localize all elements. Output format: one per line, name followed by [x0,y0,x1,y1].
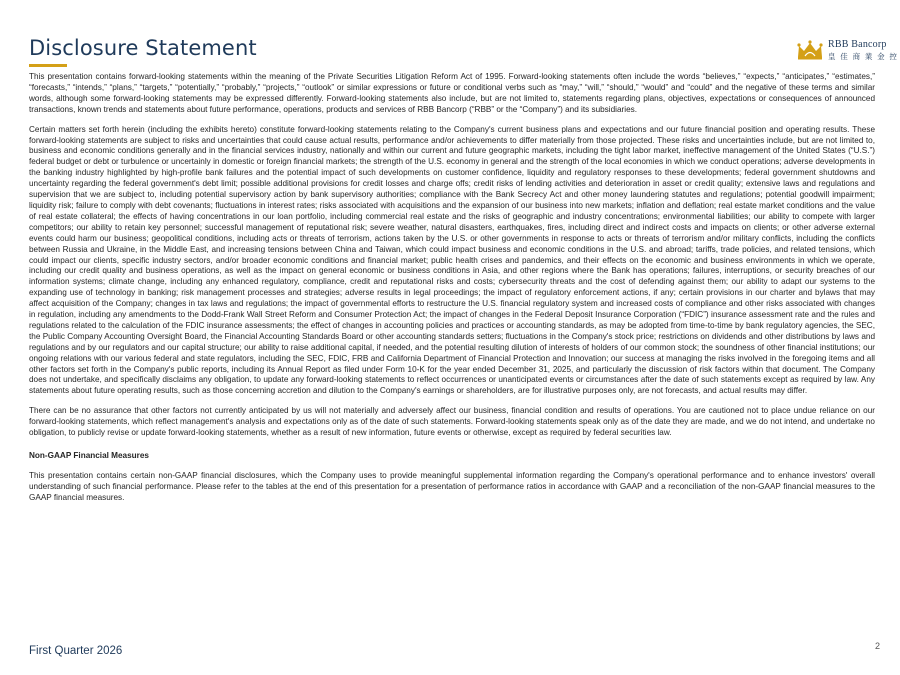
non-gaap-paragraph: This presentation contains certain non-GAAP financial disclosures, which the Company uses to provide meaningful supplemental information regarding the Company's operational performance and to enhance investors' overall understanding of such financial performance. Please refer to the tables at the end of this presentation for a presentation of performance ratios in accordance with GAAP and a reconciliation of the non-GAAP financial measures to the GAAP financial measures. [29,470,875,502]
page-number: 2 [875,641,881,651]
footer-period-label: First Quarter 2026 [29,645,123,657]
disclosure-paragraph: This presentation contains forward-looking statements within the meaning of the Private Securities Litigation Reform Act of 1995. Forward-looking statements often include the words “believes,” “expects,” “anticipates,” “estimates,” “forecasts,” “intends,” “plans,” “targets,” “potentially,” “probably,” “projects,” “outlook” or similar expressions or future or conditional verbs such as “may,” “will,” “should,” “would” and “could” and the negative of these terms and similar words, although some forward-looking statements may be expressed differently. Forward-looking statements also include, but are not limited to, statements regarding plans, objectives, expectations or consequences of announced transactions, known trends and statements about future performance, operations, products and services of RBB Bancorp (“RBB” or the “Company”) and its subsidiaries. [29,72,875,114]
company-logo [796,39,899,62]
logo-name-cn: 皇 佳 商 業 金 控 [828,52,899,61]
crown-logo-icon [796,40,824,60]
disclosure-body [29,72,875,513]
disclosure-paragraph: Certain matters set forth herein (including the exhibits hereto) constitute forward-looking statements relating to the Company's current business plans and expectations and our future financial position and operating results. These forward-looking statements are subject to risks and uncertainties that could cause actual results, performance and/or achievements to differ materially from those projected. These risks and uncertainties include, but are not limited to, business and economic conditions generally and in the financial services industry, nationally and within our current and future geographic markets, including the tight labor market, ineffective management of the United States (“U.S.”) federal budget or debt or turbulence or uncertainly in domestic or foreign financial markets; the strength of the U.S. economy in general and the strength of the local economies in which we conduct operations; adverse developments in the banking industry highlighted by high-profile bank failures and the potential impact of such developments on customer confidence, liquidity and regulatory responses to these developments; federal government shutdowns and uncertainty regarding the federal government's debt limit; possible additional provisions for credit losses and charge offs; credit risks of lending activities and deterioration in asset or credit quality; extensive laws and regulations and supervision that we are subject to, including potential supervisory action by bank supervisory authorities; compliance with the Bank Secrecy Act and other money laundering statutes and regulations; potential goodwill impairment; liquidity risk; failure to comply with debt covenants; fluctuations in interest rates; risks associated with acquisitions and the expansion of our business into new markets; inflation and deflation; real estate market conditions and the value of real estate collateral; the effects of having concentrations in our loan portfolio, including commercial real estate and the risks of geographic and industry concentrations; environmental liabilities; our ability to compete with larger competitors; our ability to retain key personnel; successful management of reputational risk; severe weather, natural disasters, earthquakes, fires, including direct and indirect costs and impacts on clients; or other adverse external events could harm our business; geopolitical conditions, including acts or threats of terrorism, actions taken by the U.S. or other governments in response to acts or threats of terrorism and/or military conflicts, including the conflicts between Russia and Ukraine, in the Middle East, and increasing tensions between China and Taiwan, which could impact business and economic conditions in the U.S. and abroad; tariffs, trade policies, and related tensions, which could impact our clients, specific industry sectors, and/or broader economic conditions and financial market; public health crises and pandemics, and their effects on the economic and business environments in which we operate, including our credit quality and business operations, as well as the impact on general economic or business conditions in Asia, and other regions where the Bank has operations; failures, interruptions, or security breaches of our information systems; climate change, including any enhanced regulatory, compliance, credit and reputational risks and costs; cybersecurity threats and the cost of defending against them; our ability to adapt our systems to the expanding use of technology in banking; risk management processes and strategies; adverse results in legal proceedings; the impact of regulatory enforcement actions, if any; certain provisions in our charter and bylaws that may affect acquisition of the Company; changes in tax laws and regulations; the impact of governmental efforts to restructure the U.S. financial regulatory system and increased costs of compliance and other risks associated with changes in regulation, including any amendments to the Dodd-Frank Wall Street Reform and Consumer Protection Act; the impact of changes in the Federal Deposit Insurance Corporation (“FDIC”) insurance assessment rate and the rules and regulations related to the calculation of the FDIC insurance assessments; the effect of changes in accounting policies and practices or accounting standards, as may be adopted from time-to-time by bank regulatory agencies, the SEC, the Public Company Accounting Oversight Board, the Financial Accounting Standards Board or other accounting standards setters; fluctuations in the Company's stock price; restrictions on dividends and other distributions by laws and regulations and by our regulators and our capital structure; our ability to raise additional capital, if needed, and the potential resulting dilution of interests of holders of our common stock; the soundness of other financial institutions; our ongoing relations with our various federal and state regulators, including the SEC, FDIC, FRB and California Department of Financial Protection and Innovation; our success at managing the risks involved in the foregoing items and all other factors set forth in the Company's public reports, including its Annual Report as filed under Form 10-K for the year ended December 31, 2025, and particularly the discussion of risk factors within that document. The Company does not undertake, and specifically disclaims any obligation, to update any forward-looking statements to reflect occurrences or unanticipated events or circumstances after the date of such statements except as required by law. Any statements about future operating results, such as those concerning accretion and dilution to the Company's earnings or shareholders, are for illustrative purposes only, are not forecasts, and actual results may differ. [29,124,875,396]
page-title: Disclosure Statement [29,36,257,60]
disclosure-paragraph: There can be no assurance that other factors not currently anticipated by us will not materially and adversely affect our business, financial condition and results of operations. You are cautioned not to place undue reliance on our forward-looking statements, which reflect management's analysis and expectations only as of the date of such statements. Forward-looking statements speak only as of the date they are made, and we do not intend, and undertake no obligation, to publicly revise or update forward-looking statements, whether as a result of new information, future events or otherwise, except as required by federal securities law. [29,406,875,438]
logo-name-en: RBB Bancorp [828,39,887,50]
title-underline [29,64,67,67]
non-gaap-heading: Non-GAAP Financial Measures [29,451,149,460]
